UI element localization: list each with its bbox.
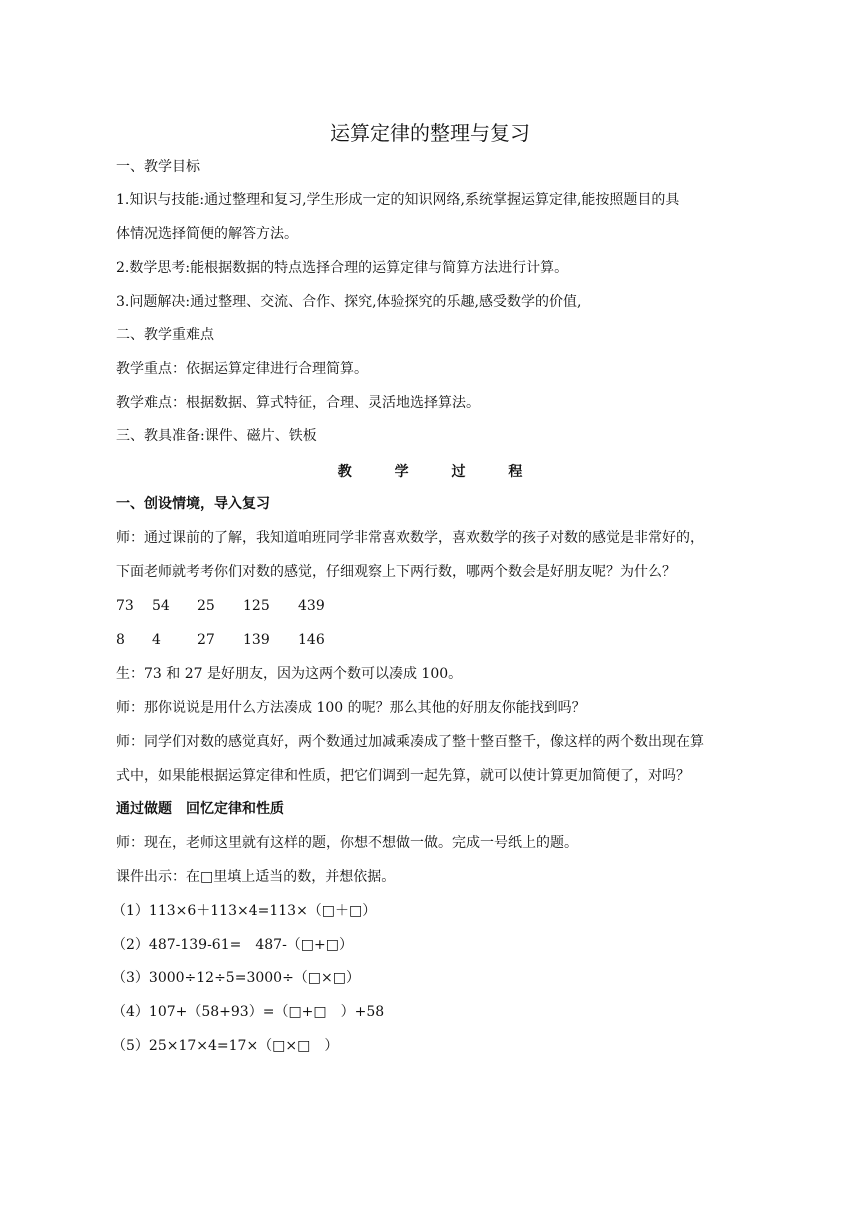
number-cell: 146 (298, 632, 325, 648)
teacher-comment-line-2: 式中，如果能根据运算定律和性质，把它们调到一起先算，就可以使计算更加简便了，对吗？ (116, 768, 690, 784)
key-point: 教学重点：依据运算定律进行合理简算。 (116, 361, 368, 377)
courseware-prompt: 课件出示：在□里填上适当的数，并想依据。 (116, 869, 396, 885)
process-heading (0, 461, 860, 481)
document-title: 运算定律的整理与复习 (330, 121, 530, 145)
objective-3: 3.问题解决:通过整理、交流、合作、探究,体验探究的乐趣,感受数学的价值, (116, 294, 582, 310)
section-heading-key-points: 二、教学重难点 (116, 327, 214, 343)
number-cell: 125 (243, 598, 270, 614)
process-char: 教 (337, 464, 352, 480)
number-cell: 4 (152, 632, 161, 648)
number-cell: 54 (152, 598, 170, 614)
teacher-instruction: 师：现在，老师这里就有这样的题，你想不想做一做。完成一号纸上的题。 (116, 835, 578, 851)
objective-2: 2.数学思考:能根据数据的特点选择合理的运算定律与简算方法进行计算。 (116, 260, 569, 276)
number-cell: 25 (197, 598, 215, 614)
section-heading-objectives: 一、教学目标 (116, 159, 200, 175)
section-heading-intro: 一、创设情境，导入复习 (116, 496, 270, 512)
student-answer: 生：73 和 27 是好朋友，因为这两个数可以凑成 100。 (116, 666, 463, 682)
difficult-point: 教学难点：根据数据、算式特征，合理、灵活地选择算法。 (116, 395, 480, 411)
objective-1-line-2: 体情况选择简便的解答方法。 (116, 226, 298, 242)
exercise-2: （2）487-139-61= 487-（□+□） (112, 937, 353, 953)
teacher-line-2: 下面老师就考考你们对数的感觉，仔细观察上下两行数，哪两个数会是好朋友呢？为什么？ (116, 564, 676, 580)
teacher-line-1: 师：通过课前的了解，我知道咱班同学非常喜欢数学，喜欢数学的孩子对数的感觉是非常好的， (116, 530, 704, 546)
process-char: 程 (508, 464, 523, 480)
exercise-5: （5）25×17×4=17×（□×□ ） (112, 1038, 339, 1054)
objective-1-line-1: 1.知识与技能:通过整理和复习,学生形成一定的知识网络,系统掌握运算定律,能按照题目的具 (116, 192, 680, 208)
exercise-4: （4）107+（58+93）=（□+□ ）+58 (112, 1004, 385, 1020)
exercise-3: （3）3000÷12÷5=3000÷（□×□） (112, 970, 360, 986)
process-char: 过 (451, 464, 466, 480)
number-cell: 73 (116, 598, 134, 614)
exercise-1: （1）113×6＋113×4=113×（□＋□） (112, 903, 377, 919)
section-heading-materials: 三、教具准备:课件、磁片、铁板 (116, 428, 317, 444)
teacher-comment-line-1: 师：同学们对数的感觉真好，两个数通过加减乘凑成了整十整百整千，像这样的两个数出现在算 (116, 734, 704, 750)
number-cell: 439 (298, 598, 325, 614)
number-cell: 27 (197, 632, 215, 648)
section-heading-practice: 通过做题 回忆定律和性质 (116, 801, 284, 817)
teacher-question: 师：那你说说是用什么方法凑成 100 的呢？那么其他的好朋友你能找到吗？ (116, 700, 586, 716)
number-cell: 8 (116, 632, 125, 648)
process-char: 学 (394, 464, 409, 480)
number-cell: 139 (243, 632, 270, 648)
